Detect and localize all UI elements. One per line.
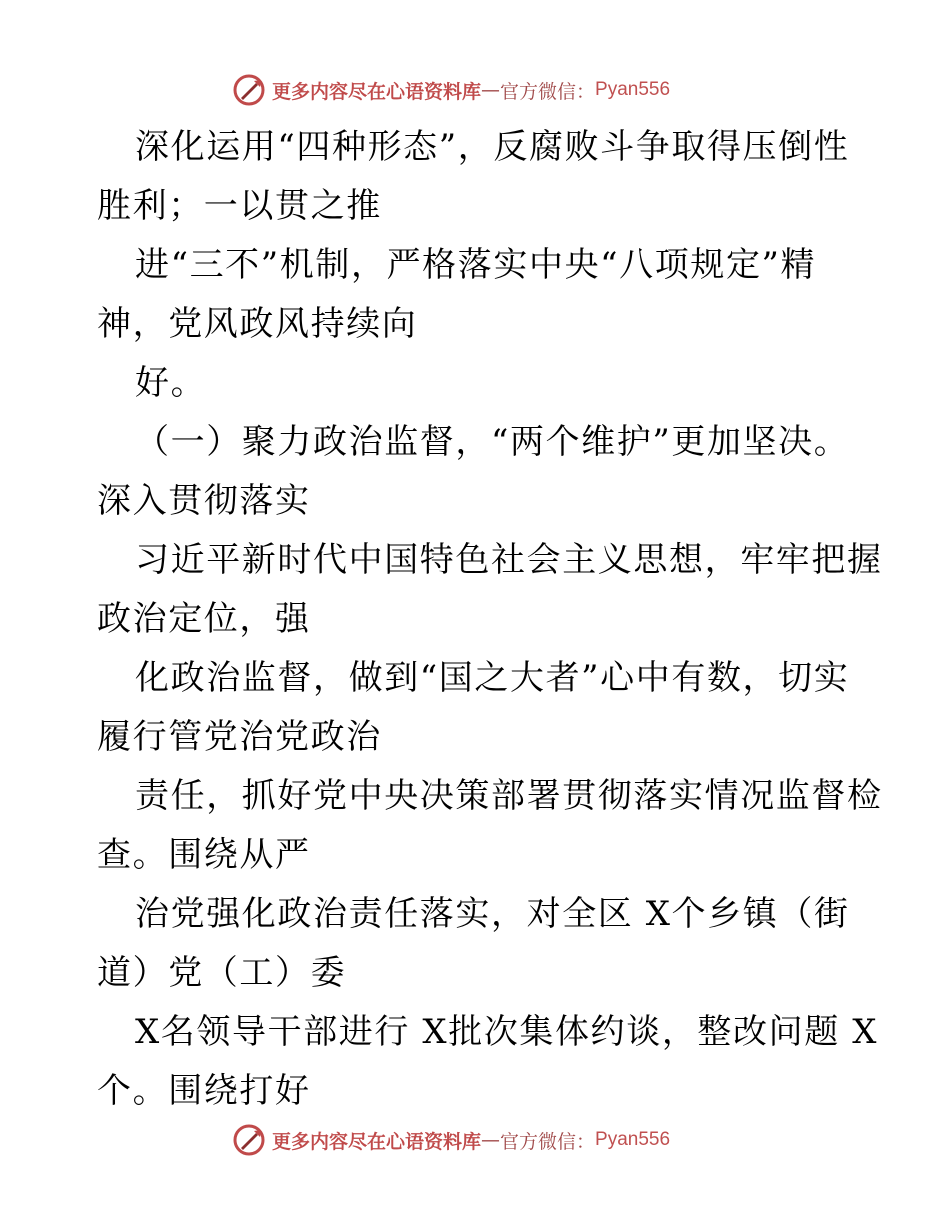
body-line: 道）党（工）委 xyxy=(97,953,347,993)
watermark-brand: 更多内容尽在心语资料库 xyxy=(272,1130,482,1153)
section-heading-line: （一）聚力政治监督，“两个维护”更加坚决。 xyxy=(135,422,850,462)
watermark-label: 官方微信： xyxy=(500,1130,596,1153)
body-line: 胜利；一以贯之推 xyxy=(97,186,382,226)
body-line: X名领导干部进行 X批次集体约谈，整改问题 X xyxy=(135,1012,879,1052)
quill-seal-icon xyxy=(232,73,266,107)
body-line: 履行管党治党政治 xyxy=(97,717,382,757)
body-line: 治党强化政治责任落实，对全区 X个乡镇（街 xyxy=(135,894,850,934)
quill-seal-icon xyxy=(232,1123,266,1157)
footer-watermark xyxy=(232,1120,752,1160)
watermark-dash: — xyxy=(481,1129,501,1151)
body-line: 政治定位，强 xyxy=(97,599,311,639)
body-line: 深入贯彻落实 xyxy=(97,481,311,521)
watermark-id: Pyan556 xyxy=(595,1129,671,1150)
body-line: 进“三不”机制，严格落实中央“八项规定”精 xyxy=(135,245,817,285)
body-line: 神，党风政风持续向 xyxy=(97,304,418,344)
body-line: 好。 xyxy=(135,363,207,403)
watermark-brand: 更多内容尽在心语资料库 xyxy=(272,80,482,103)
body-line: 查。围绕从严 xyxy=(97,835,311,875)
body-line: 深化运用“四种形态”，反腐败斗争取得压倒性 xyxy=(135,127,850,167)
document-body xyxy=(97,118,883,1121)
body-line: 责任，抓好党中央决策部署贯彻落实情况监督检 xyxy=(135,776,883,816)
header-watermark xyxy=(232,70,752,110)
body-line: 习近平新时代中国特色社会主义思想，牢牢把握 xyxy=(135,540,883,580)
watermark-dash: — xyxy=(481,79,501,101)
watermark-label: 官方微信： xyxy=(500,80,596,103)
body-line: 个。围绕打好 xyxy=(97,1071,311,1111)
watermark-id: Pyan556 xyxy=(595,79,671,100)
body-line: 化政治监督，做到“国之大者”心中有数，切实 xyxy=(135,658,850,698)
